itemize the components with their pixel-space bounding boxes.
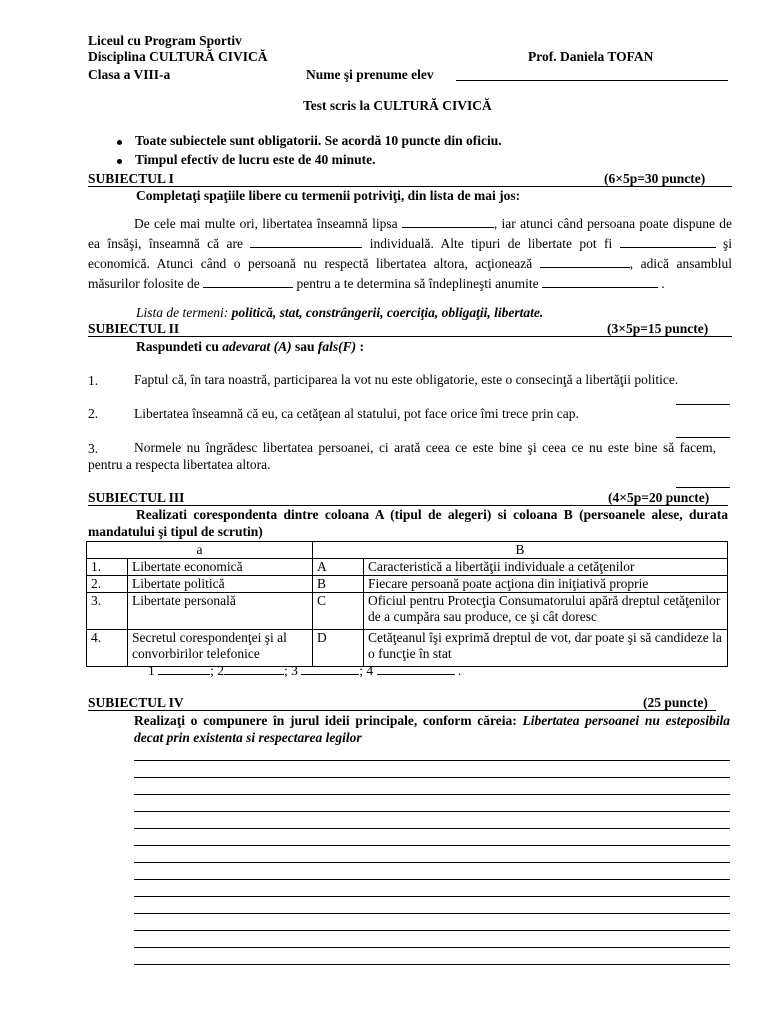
- s1-blank-5[interactable]: [203, 275, 293, 288]
- writing-line[interactable]: [134, 760, 730, 761]
- teacher-name: Prof. Daniela TOFAN: [528, 49, 654, 64]
- matching-table: [86, 541, 728, 667]
- s4-heading: SUBIECTUL IV: [88, 695, 184, 710]
- page-title: Test scris la CULTURĂ CIVICĂ: [303, 98, 492, 113]
- s3-instruction: Realizati corespondenta dintre coloana A (tipul de alegeri) si coloana B (persoanele alese, durata mandatului şi tipul de scrutin): [88, 507, 728, 539]
- column-b-header: B: [313, 542, 728, 559]
- s3-points: (4×5p=20 puncte): [608, 490, 710, 505]
- s3-heading: SUBIECTUL III: [88, 490, 185, 505]
- s1-blank-2[interactable]: [250, 235, 362, 248]
- writing-line[interactable]: [134, 845, 730, 846]
- s3-answer-1[interactable]: [158, 662, 210, 675]
- s4-points: (25 puncte): [643, 695, 708, 710]
- table-row: 4. Secretul corespondenţei şi al convorbirilor telefonice D Cetăţeanul îşi exprimă dreptul de vot, dar poate şi să candideze la o funcţie în stat: [87, 630, 728, 667]
- s2-answer-1[interactable]: [676, 404, 730, 405]
- column-a-header: a: [87, 542, 313, 559]
- s4-underline: [88, 710, 716, 711]
- s2-heading: SUBIECTUL II: [88, 321, 180, 336]
- s1-blank-6[interactable]: [542, 275, 658, 288]
- s2-item-2-num: 2.: [88, 406, 99, 421]
- s2-answer-2[interactable]: [676, 437, 730, 438]
- student-name-label: Nume şi prenume elev: [306, 67, 434, 82]
- writing-line[interactable]: [134, 930, 730, 931]
- class-label: Clasa a VIII-a: [88, 67, 171, 82]
- writing-line[interactable]: [134, 896, 730, 897]
- s3-answer-3[interactable]: [301, 662, 359, 675]
- s2-instruction: Raspundeti cu adevarat (A) sau fals(F) :: [136, 339, 365, 354]
- table-row: 2. Libertate politică B Fiecare persoană poate acţiona din iniţiativă proprie: [87, 576, 728, 593]
- s2-item-1-num: 1.: [88, 373, 99, 388]
- table-header-row: [87, 542, 728, 559]
- discipline: Disciplina CULTURĂ CIVICĂ: [88, 49, 268, 64]
- writing-line[interactable]: [134, 828, 730, 829]
- writing-line[interactable]: [134, 794, 730, 795]
- table-row: 1. Libertate economică A Caracteristică a libertăţii individuale a cetăţenilor: [87, 559, 728, 576]
- rule-2: Timpul efectiv de lucru este de 40 minute.: [135, 152, 376, 167]
- s2-item-1-text: Faptul că, în tara noastră, participarea la vot nu este obligatorie, este o consecinţă a libertăţii politice.: [134, 372, 679, 387]
- s3-answer-4[interactable]: [377, 662, 455, 675]
- s1-points: (6×5p=30 puncte): [604, 171, 706, 186]
- student-name-field[interactable]: [456, 80, 728, 81]
- terms-list: Lista de termeni: politică, stat, constrângerii, coerciţia, obligaţii, libertate.: [136, 305, 544, 320]
- rule-1: Toate subiectele sunt obligatorii. Se acordă 10 puncte din oficiu.: [135, 133, 502, 148]
- writing-line[interactable]: [134, 879, 730, 880]
- s1-blank-3[interactable]: [620, 235, 716, 248]
- s2-points: (3×5p=15 puncte): [607, 321, 709, 336]
- s1-paragraph: De cele mai multe ori, libertatea înseamnă lipsa , iar atunci când persoana poate dispune de ea însăşi, înseamnă că are individuală. Alte tipuri de libertate pot fi şi economică. Atunci când o persoană nu respectă libertatea altora, acţionează , adică ansamblul măsurilor folosite de pentru a te determina să îndeplineşti anumite .: [88, 216, 733, 291]
- s1-heading: SUBIECTUL I: [88, 171, 174, 186]
- writing-line[interactable]: [134, 862, 730, 863]
- s3-answers: 1 ; 2 ; 3 ; 4 .: [148, 663, 462, 678]
- school-name: Liceul cu Program Sportiv: [88, 33, 242, 48]
- writing-line[interactable]: [134, 964, 730, 965]
- s3-answer-2[interactable]: [224, 662, 284, 675]
- s1-blank-1[interactable]: [402, 215, 494, 228]
- writing-line[interactable]: [134, 947, 730, 948]
- s2-item-2-text: Libertatea înseamnă că eu, ca cetăţean al statului, pot face orice îmi trece prin cap.: [134, 406, 579, 421]
- s1-underline: [88, 186, 732, 187]
- s1-instruction: Completaţi spaţiile libere cu termenii potriviţi, din lista de mai jos:: [136, 188, 521, 203]
- writing-line[interactable]: [134, 913, 730, 914]
- s1-blank-4[interactable]: [540, 255, 630, 268]
- s4-instruction: Realizaţi o compunere în jurul ideii principale, conform căreia: Libertatea persoanei nu esteposibila decat prin existenta si respectarea legilor: [134, 713, 731, 745]
- s2-answer-3[interactable]: [676, 487, 730, 488]
- writing-line[interactable]: [134, 777, 730, 778]
- s2-item-3-text: Normele nu îngrădesc libertatea persoanei, ci arată ceea ce este bine şi ceea ce nu este bine să facem, pentru a respecta libertatea altora.: [88, 440, 716, 472]
- table-row: 3. Libertate personală C Oficiul pentru Protecţia Consumatorului apără dreptul cetăţenilor de a cumpăra sau produce, ce şi cât doresc: [87, 593, 728, 630]
- writing-line[interactable]: [134, 811, 730, 812]
- s2-item-3-num: 3.: [88, 441, 99, 456]
- bullet-icon: [117, 140, 122, 145]
- s2-underline: [88, 336, 732, 337]
- bullet-icon: [117, 159, 122, 164]
